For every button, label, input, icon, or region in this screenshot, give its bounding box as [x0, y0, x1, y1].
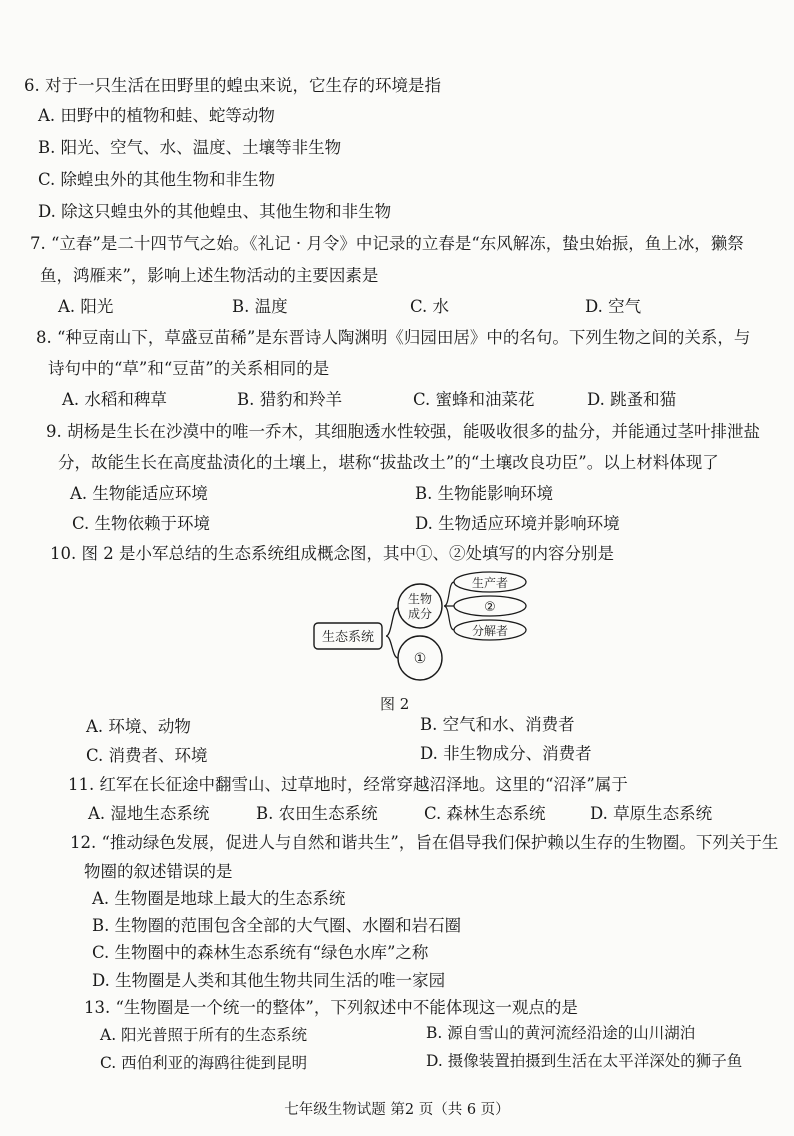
q6-option-a: A. 田野中的植物和蛙、蛇等动物	[38, 106, 275, 125]
q11-option-b: B. 农田生态系统	[256, 804, 378, 823]
q9-option-a: A. 生物能适应环境	[70, 484, 208, 503]
biotic-brace	[444, 582, 454, 630]
q8-option-d: D. 跳蚤和猫	[587, 390, 677, 409]
q13-option-a: A. 阳光普照于所有的生态系统	[100, 1026, 308, 1044]
q7-option-c: C. 水	[410, 297, 450, 316]
q6-option-b: B. 阳光、空气、水、温度、土壤等非生物	[38, 138, 342, 157]
q12-option-c: C. 生物圈中的森林生态系统有“绿色水库”之称	[92, 943, 429, 962]
q7-stem-line2: 鱼，鸿雁来”，影响上述生物活动的主要因素是	[40, 266, 379, 285]
q12-option-d: D. 生物圈是人类和其他生物共同生活的唯一家园	[92, 971, 446, 990]
q11-option-a: A. 湿地生态系统	[88, 804, 210, 823]
q9-option-c: C. 生物依赖于环境	[72, 514, 211, 533]
q7-stem-line1: 7. “立春”是二十四节气之始。《礼记 · 月令》中记录的立春是“东风解冻，蛰虫始振，鱼上冰，獭祭	[30, 234, 744, 253]
ecosystem-root-label: 生态系统	[321, 630, 375, 645]
q6-option-d: D. 除这只蝗虫外的其他蝗虫、其他生物和非生物	[38, 202, 392, 221]
q10-stem: 10. 图 2 是小军总结的生态系统组成概念图，其中①、②处填写的内容分别是	[50, 544, 614, 563]
q12-option-a: A. 生物圈是地球上最大的生态系统	[92, 889, 346, 908]
q13-option-b: B. 源自雪山的黄河流经沿途的山川湖泊	[426, 1024, 696, 1042]
q11-option-c: C. 森林生态系统	[424, 804, 546, 823]
q9-stem-line1: 9. 胡杨是生长在沙漠中的唯一乔木，其细胞透水性较强，能吸收很多的盐分，并能通过茎叶排泄盐	[46, 422, 760, 441]
decomposer-label: 分解者	[471, 624, 509, 638]
biotic-label-line2: 成分	[407, 607, 433, 621]
q10-option-c: C. 消费者、环境	[86, 746, 208, 765]
q13-option-c: C. 西伯利亚的海鸥往徙到昆明	[100, 1054, 308, 1072]
q13-option-d: D. 摄像装置拍摄到生活在太平洋深处的狮子鱼	[426, 1052, 743, 1070]
q10-option-a: A. 环境、动物	[86, 717, 191, 736]
figure-caption: 图 2	[380, 695, 410, 713]
ecosystem-concept-diagram	[300, 568, 530, 696]
biotic-circle	[398, 584, 442, 628]
q11-option-d: D. 草原生态系统	[590, 804, 713, 823]
blank1-label: ①	[413, 651, 427, 667]
blank2-label: ②	[484, 600, 496, 615]
root-brace	[386, 608, 398, 658]
q10-option-d: D. 非生物成分、消费者	[420, 744, 592, 763]
q9-stem-line2: 分，故能生长在高度盐渍化的土壤上，堪称“拔盐改土”的“土壤改良功臣”。以上材料体现了	[58, 453, 719, 472]
producer-label: 生产者	[471, 576, 509, 590]
q8-stem-line1: 8. “种豆南山下，草盛豆苗稀”是东晋诗人陶渊明《归园田居》中的名句。下列生物之间的关系，与	[36, 328, 751, 347]
page-footer: 七年级生物试题 第2 页（共 6 页）	[284, 1102, 510, 1118]
q8-option-b: B. 猎豹和羚羊	[237, 390, 343, 409]
q10-option-b: B. 空气和水、消费者	[420, 715, 575, 734]
q6-option-c: C. 除蝗虫外的其他生物和非生物	[38, 170, 276, 189]
q13-stem: 13. “生物圈是一个统一的整体”，下列叙述中不能体现这一观点的是	[84, 998, 578, 1017]
biotic-label-line1: 生物	[407, 592, 433, 606]
q11-stem: 11. 红军在长征途中翻雪山、过草地时，经常穿越沼泽地。这里的“沼泽”属于	[68, 775, 628, 794]
q12-option-b: B. 生物圈的范围包含全部的大气圈、水圈和岩石圈	[92, 916, 462, 935]
q12-stem-line1: 12. “推动绿色发展，促进人与自然和谐共生”，旨在倡导我们保护赖以生存的生物圈。下列关于生	[70, 833, 779, 852]
q9-option-d: D. 生物适应环境并影响环境	[415, 514, 620, 533]
q8-stem-line2: 诗句中的“草”和“豆苗”的关系相同的是	[48, 359, 330, 378]
q7-option-b: B. 温度	[232, 297, 288, 316]
q12-stem-line2: 物圈的叙述错误的是	[84, 862, 233, 881]
q8-option-c: C. 蜜蜂和油菜花	[413, 390, 535, 409]
q7-option-a: A. 阳光	[58, 297, 114, 316]
q9-option-b: B. 生物能影响环境	[415, 484, 554, 503]
q6-stem: 6. 对于一只生活在田野里的蝗虫来说，它生存的环境是指	[24, 76, 441, 95]
q7-option-d: D. 空气	[585, 297, 642, 316]
q8-option-a: A. 水稻和稗草	[62, 390, 167, 409]
